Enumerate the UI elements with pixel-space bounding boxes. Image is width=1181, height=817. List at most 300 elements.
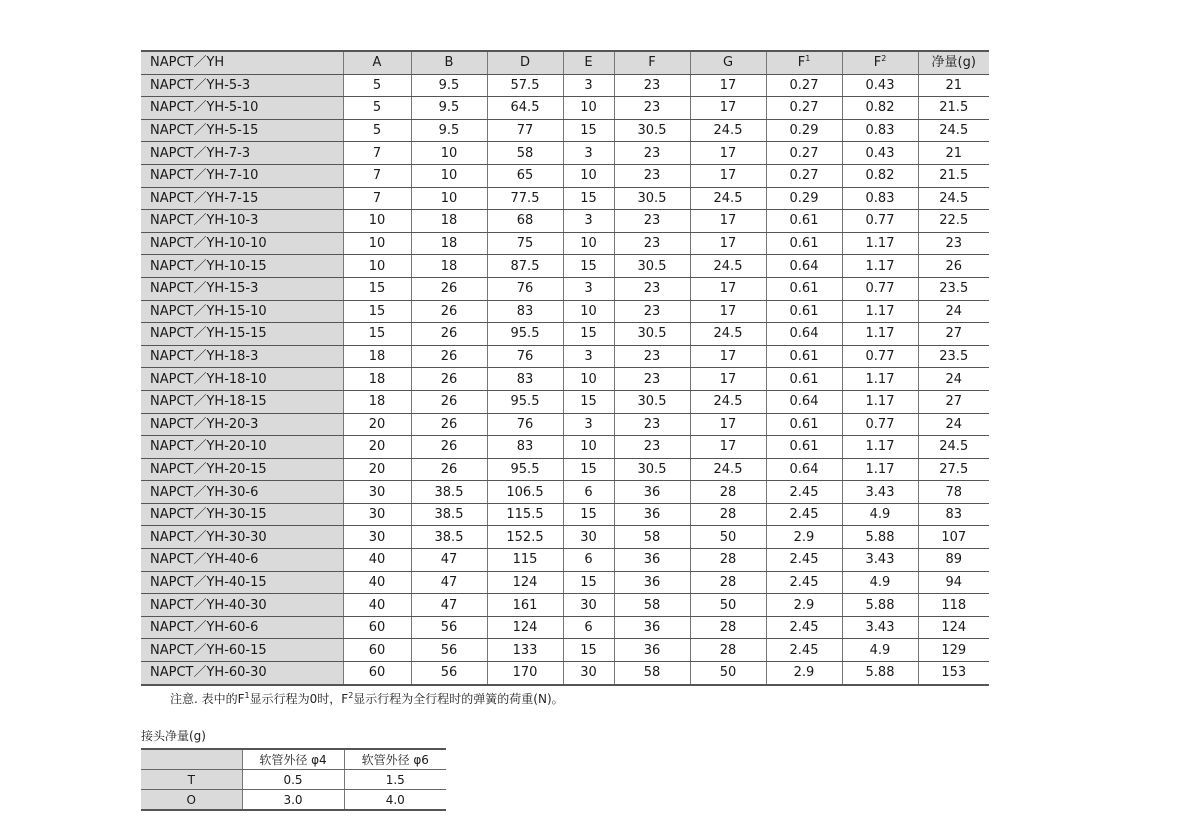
table-cell: 0.27 [766,142,842,165]
table-cell: 60 [343,662,411,685]
table-cell: 0.64 [766,255,842,278]
table-cell: 47 [411,594,487,617]
table-cell: 10 [563,232,614,255]
column-header-label: F [873,55,882,71]
table-cell: 17 [690,232,766,255]
table-cell: 65 [487,164,563,187]
table-cell: 2.45 [766,616,842,639]
table-cell: 1.17 [842,458,918,481]
table-cell: 26 [411,368,487,391]
table-cell: 10 [563,436,614,459]
table-cell: 23 [614,97,690,120]
model-cell: NAPCT／YH-18-10 [141,368,343,391]
table-cell: 30 [563,594,614,617]
table-cell: 0.64 [766,323,842,346]
table-cell: 18 [343,390,411,413]
table-cell: 2.9 [766,662,842,685]
column-header-label: G [722,55,734,71]
table-cell: 2.45 [766,549,842,572]
joint-column-header: 软管外径 φ6 [344,749,446,770]
table-row [141,571,989,594]
table-cell: 30 [343,503,411,526]
table-cell: 23 [614,436,690,459]
column-header [141,51,343,74]
table-cell: 24 [918,300,989,323]
table-cell: 24.5 [690,255,766,278]
table-cell: 58 [614,526,690,549]
model-cell: NAPCT／YH-40-15 [141,571,343,594]
table-cell: 115.5 [487,503,563,526]
table-cell: 60 [343,639,411,662]
table-cell: 9.5 [411,97,487,120]
table-row [141,97,989,120]
table-row [141,594,989,617]
model-cell: NAPCT／YH-10-10 [141,232,343,255]
table-cell: 15 [343,300,411,323]
table-cell: 0.64 [766,458,842,481]
table-row [141,323,989,346]
table-cell: 17 [690,345,766,368]
joint-row [141,770,446,790]
table-cell: 94 [918,571,989,594]
table-cell: 75 [487,232,563,255]
table-cell: 115 [487,549,563,572]
table-cell: 6 [563,549,614,572]
note-superscript-2: 2 [348,691,354,700]
table-cell: 30 [563,662,614,685]
table-cell: 2.9 [766,594,842,617]
table-cell: 18 [343,345,411,368]
table-cell: 1.17 [842,323,918,346]
column-header [487,51,563,74]
table-cell: 83 [487,436,563,459]
table-cell: 27 [918,323,989,346]
table-cell: 38.5 [411,503,487,526]
table-cell: 20 [343,458,411,481]
table-cell: 1.17 [842,436,918,459]
table-cell: 17 [690,413,766,436]
table-cell: 10 [563,300,614,323]
table-cell: 0.27 [766,97,842,120]
model-cell: NAPCT／YH-40-30 [141,594,343,617]
joint-weight-cell: 3.0 [242,790,344,811]
model-cell: NAPCT／YH-15-10 [141,300,343,323]
table-cell: 24 [918,368,989,391]
model-cell: NAPCT／YH-40-6 [141,549,343,572]
model-cell: NAPCT／YH-15-3 [141,277,343,300]
table-cell: 9.5 [411,74,487,97]
table-cell: 0.61 [766,413,842,436]
joint-weight-cell: 4.0 [344,790,446,811]
joint-weight-title: 接头净量(g) [141,729,206,743]
table-cell: 9.5 [411,119,487,142]
joint-row [141,790,446,811]
column-header-superscript: 1 [805,54,811,64]
table-cell: 17 [690,74,766,97]
table-cell: 5 [343,119,411,142]
table-cell: 0.77 [842,413,918,436]
table-cell: 89 [918,549,989,572]
table-cell: 0.29 [766,119,842,142]
table-cell: 7 [343,142,411,165]
table-cell: 133 [487,639,563,662]
table-cell: 0.83 [842,187,918,210]
table-cell: 0.61 [766,232,842,255]
table-row [141,210,989,233]
table-cell: 0.82 [842,97,918,120]
table-row [141,481,989,504]
note-text-1: 注意. 表中的F [170,692,245,706]
table-cell: 4.9 [842,503,918,526]
model-cell: NAPCT／YH-20-10 [141,436,343,459]
table-row [141,142,989,165]
table-cell: 2.45 [766,481,842,504]
table-cell: 28 [690,616,766,639]
table-cell: 95.5 [487,390,563,413]
table-cell: 30 [343,526,411,549]
table-row [141,368,989,391]
table-cell: 30.5 [614,458,690,481]
column-header [842,51,918,74]
table-cell: 129 [918,639,989,662]
table-cell: 83 [918,503,989,526]
table-cell: 21.5 [918,164,989,187]
model-cell: NAPCT／YH-10-15 [141,255,343,278]
table-cell: 0.43 [842,74,918,97]
table-cell: 24.5 [690,390,766,413]
column-header-label: B [444,55,454,71]
table-cell: 18 [411,255,487,278]
table-cell: 0.64 [766,390,842,413]
model-cell: NAPCT／YH-18-3 [141,345,343,368]
table-cell: 38.5 [411,526,487,549]
joint-column-header: 软管外径 φ4 [242,749,344,770]
table-cell: 58 [487,142,563,165]
table-cell: 5.88 [842,526,918,549]
table-cell: 20 [343,436,411,459]
joint-weight-cell: 0.5 [242,770,344,790]
table-cell: 2.45 [766,571,842,594]
table-row [141,616,989,639]
table-cell: 76 [487,413,563,436]
table-cell: 0.43 [842,142,918,165]
table-cell: 106.5 [487,481,563,504]
table-row [141,458,989,481]
table-row [141,187,989,210]
spec-table [141,50,989,686]
table-cell: 27.5 [918,458,989,481]
table-cell: 26 [411,277,487,300]
table-cell: 1.17 [842,368,918,391]
model-cell: NAPCT／YH-15-15 [141,323,343,346]
table-cell: 0.77 [842,210,918,233]
table-cell: 26 [411,413,487,436]
table-row [141,549,989,572]
table-cell: 1.17 [842,255,918,278]
model-cell: NAPCT／YH-7-3 [141,142,343,165]
table-cell: 24.5 [918,436,989,459]
table-cell: 10 [411,142,487,165]
table-cell: 30.5 [614,390,690,413]
table-cell: 0.61 [766,436,842,459]
table-cell: 30 [343,481,411,504]
table-cell: 1.17 [842,300,918,323]
table-cell: 24.5 [690,187,766,210]
model-cell: NAPCT／YH-60-30 [141,662,343,685]
table-row [141,255,989,278]
table-cell: 0.77 [842,345,918,368]
joint-type-cell: T [141,770,242,790]
table-cell: 56 [411,616,487,639]
column-header [563,51,614,74]
table-cell: 2.45 [766,639,842,662]
table-cell: 5.88 [842,594,918,617]
table-cell: 47 [411,571,487,594]
table-cell: 15 [563,503,614,526]
table-cell: 0.29 [766,187,842,210]
table-cell: 76 [487,345,563,368]
table-cell: 40 [343,571,411,594]
table-cell: 0.61 [766,210,842,233]
table-cell: 0.61 [766,277,842,300]
table-cell: 26 [918,255,989,278]
table-cell: 10 [563,368,614,391]
table-cell: 28 [690,549,766,572]
table-cell: 0.61 [766,300,842,323]
table-cell: 23 [918,232,989,255]
table-cell: 152.5 [487,526,563,549]
table-cell: 4.9 [842,571,918,594]
table-cell: 15 [563,639,614,662]
table-row [141,639,989,662]
column-header [690,51,766,74]
column-header-label: NAPCT／YH [150,55,225,71]
model-cell: NAPCT／YH-5-3 [141,74,343,97]
table-cell: 26 [411,390,487,413]
column-header-label: E [584,55,593,71]
table-cell: 124 [487,616,563,639]
model-cell: NAPCT／YH-18-15 [141,390,343,413]
table-cell: 1.17 [842,390,918,413]
table-cell: 10 [343,210,411,233]
table-cell: 3 [563,345,614,368]
model-cell: NAPCT／YH-60-6 [141,616,343,639]
table-cell: 15 [563,255,614,278]
table-cell: 78 [918,481,989,504]
table-cell: 30.5 [614,119,690,142]
table-cell: 23 [614,232,690,255]
table-cell: 30 [563,526,614,549]
table-cell: 124 [487,571,563,594]
table-cell: 15 [563,187,614,210]
table-cell: 40 [343,594,411,617]
joint-weight-table [141,748,446,811]
table-cell: 15 [563,119,614,142]
table-cell: 0.82 [842,164,918,187]
table-cell: 3 [563,74,614,97]
table-cell: 26 [411,458,487,481]
table-cell: 28 [690,639,766,662]
table-cell: 77 [487,119,563,142]
table-cell: 1.17 [842,232,918,255]
table-cell: 83 [487,368,563,391]
table-cell: 10 [343,232,411,255]
table-cell: 24 [918,413,989,436]
table-cell: 68 [487,210,563,233]
table-cell: 17 [690,164,766,187]
table-cell: 50 [690,594,766,617]
table-cell: 6 [563,481,614,504]
joint-header-row [141,749,446,770]
table-note [170,690,564,707]
table-cell: 153 [918,662,989,685]
note-text-2: 显示行程为0时，F [249,692,349,706]
table-cell: 57.5 [487,74,563,97]
column-header [614,51,690,74]
model-cell: NAPCT／YH-60-15 [141,639,343,662]
table-row [141,119,989,142]
table-cell: 23 [614,368,690,391]
table-cell: 28 [690,481,766,504]
table-cell: 58 [614,594,690,617]
table-row [141,662,989,685]
table-cell: 23.5 [918,345,989,368]
table-cell: 5 [343,74,411,97]
table-cell: 77.5 [487,187,563,210]
table-cell: 24.5 [690,458,766,481]
table-cell: 2.9 [766,526,842,549]
table-cell: 17 [690,436,766,459]
table-row [141,232,989,255]
table-cell: 28 [690,503,766,526]
table-cell: 23 [614,74,690,97]
column-header-superscript: 2 [881,54,887,64]
table-cell: 76 [487,277,563,300]
table-cell: 161 [487,594,563,617]
table-cell: 23 [614,164,690,187]
column-header-label: D [519,55,530,71]
table-cell: 17 [690,368,766,391]
model-cell: NAPCT／YH-30-6 [141,481,343,504]
table-cell: 7 [343,187,411,210]
table-row [141,390,989,413]
table-cell: 6 [563,616,614,639]
table-cell: 124 [918,616,989,639]
table-cell: 3 [563,210,614,233]
table-cell: 23 [614,142,690,165]
table-cell: 23 [614,277,690,300]
table-cell: 21 [918,74,989,97]
model-cell: NAPCT／YH-5-10 [141,97,343,120]
table-cell: 23 [614,413,690,436]
table-row [141,164,989,187]
model-cell: NAPCT／YH-30-30 [141,526,343,549]
table-cell: 95.5 [487,458,563,481]
joint-column-header [141,749,242,770]
table-cell: 0.27 [766,74,842,97]
column-header-label: A [372,55,382,71]
table-cell: 56 [411,639,487,662]
table-cell: 18 [343,368,411,391]
table-cell: 24.5 [690,323,766,346]
table-cell: 5 [343,97,411,120]
column-header [918,51,989,74]
table-cell: 38.5 [411,481,487,504]
table-cell: 17 [690,300,766,323]
table-cell: 36 [614,549,690,572]
table-cell: 95.5 [487,323,563,346]
table-cell: 2.45 [766,503,842,526]
table-cell: 56 [411,662,487,685]
table-cell: 50 [690,662,766,685]
table-row [141,413,989,436]
column-header [343,51,411,74]
table-cell: 50 [690,526,766,549]
table-cell: 30.5 [614,323,690,346]
table-cell: 36 [614,481,690,504]
table-cell: 3 [563,142,614,165]
table-cell: 10 [411,164,487,187]
table-row [141,526,989,549]
model-cell: NAPCT／YH-5-15 [141,119,343,142]
table-row [141,277,989,300]
table-cell: 24.5 [918,119,989,142]
column-header-label: F [797,55,806,71]
table-cell: 0.77 [842,277,918,300]
table-row [141,503,989,526]
table-cell: 27 [918,390,989,413]
table-cell: 0.61 [766,345,842,368]
table-cell: 26 [411,436,487,459]
joint-weight-cell: 1.5 [344,770,446,790]
table-cell: 17 [690,210,766,233]
table-cell: 10 [563,164,614,187]
table-cell: 36 [614,503,690,526]
table-cell: 10 [563,97,614,120]
table-cell: 60 [343,616,411,639]
table-cell: 3 [563,277,614,300]
table-cell: 30.5 [614,255,690,278]
table-row [141,345,989,368]
table-cell: 36 [614,616,690,639]
table-row [141,74,989,97]
table-cell: 3 [563,413,614,436]
spec-header-row [141,51,989,74]
table-cell: 83 [487,300,563,323]
model-cell: NAPCT／YH-7-10 [141,164,343,187]
table-cell: 0.61 [766,368,842,391]
table-cell: 24.5 [918,187,989,210]
table-cell: 26 [411,323,487,346]
table-cell: 15 [343,323,411,346]
table-cell: 3.43 [842,549,918,572]
table-cell: 5.88 [842,662,918,685]
table-cell: 20 [343,413,411,436]
table-cell: 3.43 [842,616,918,639]
note-text-3: 显示行程为全行程时的弹簧的荷重(N)。 [353,692,564,706]
table-cell: 17 [690,97,766,120]
table-row [141,436,989,459]
model-cell: NAPCT／YH-20-15 [141,458,343,481]
table-cell: 170 [487,662,563,685]
table-cell: 3.43 [842,481,918,504]
model-cell: NAPCT／YH-20-3 [141,413,343,436]
table-cell: 7 [343,164,411,187]
column-header [766,51,842,74]
table-cell: 0.83 [842,119,918,142]
note-superscript-1: 1 [244,691,250,700]
table-cell: 10 [411,187,487,210]
